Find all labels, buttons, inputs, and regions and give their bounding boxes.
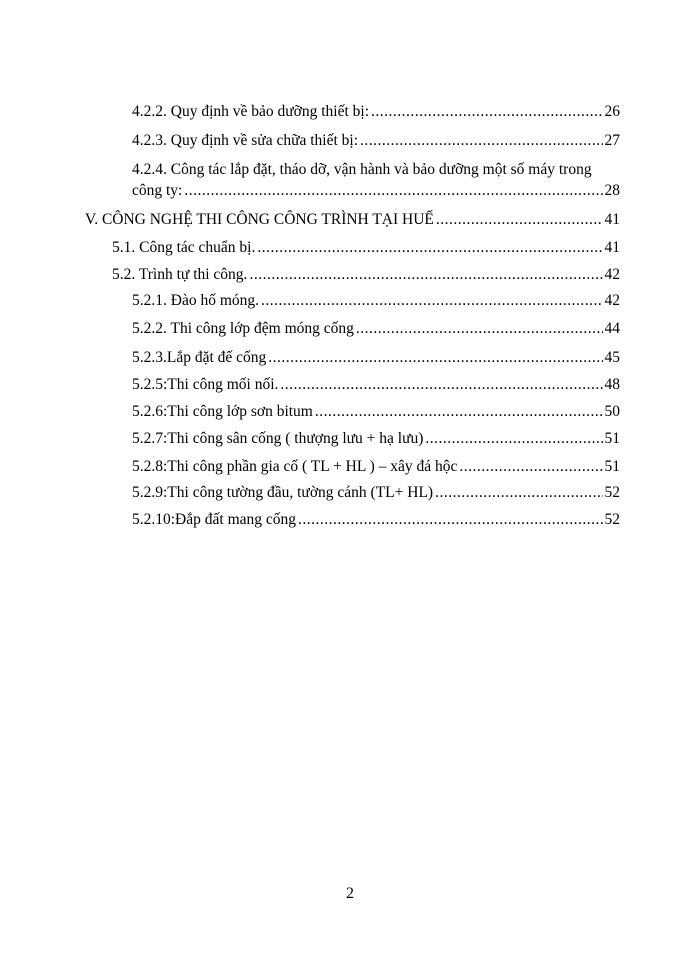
toc-leader-dots [315, 402, 603, 422]
toc-entry-page: 26 [604, 103, 620, 120]
toc-entry-title: 5.2.10:Đắp đất mang cống [132, 511, 297, 528]
toc-leader-dots [436, 210, 603, 230]
toc-entry-page: 52 [604, 484, 620, 501]
toc-leader-dots [356, 319, 603, 339]
toc-entry-title: 5.2.8:Thi công phần gia cố ( TL + HL ) – xây đá hộc [132, 458, 458, 475]
toc-entry-page: 52 [604, 511, 620, 528]
toc-entry-5-2-8[interactable] [132, 457, 620, 477]
toc-entry-page: 41 [604, 211, 620, 228]
toc-entry-title: 4.2.3. Quy định về sửa chữa thiết bị: [132, 132, 359, 149]
toc-entry-title: 5.2.3.Lắp đặt đế cống [132, 349, 267, 366]
toc-leader-dots [459, 457, 602, 477]
toc-leader-dots [268, 348, 602, 368]
toc-leader-dots [257, 238, 602, 258]
toc-leader-dots [298, 510, 602, 530]
toc-entry-5-2-2[interactable] [132, 319, 620, 339]
toc-entry-5-2-6[interactable] [132, 402, 620, 422]
toc-entry-page: 50 [604, 403, 620, 420]
toc-entry-title: 5.2.2. Thi công lớp đệm móng cống [132, 320, 354, 337]
toc-entry-page: 51 [604, 430, 620, 447]
toc-entry-page: 41 [604, 239, 620, 256]
toc-entry-4-2-2[interactable] [132, 102, 620, 122]
toc-entry-page: 28 [604, 182, 620, 199]
toc-entry-title: 5.2.9:Thi công tường đầu, tường cánh (TL+ HL) [132, 484, 434, 501]
toc-entry-4-2-3[interactable] [132, 131, 620, 151]
toc-entry-4-2-4-line1[interactable]: 4.2.4. Công tác lắp đặt, tháo dỡ, vận hành và bảo dưỡng một số máy trong [132, 161, 592, 178]
toc-entry-title: 5.2. Trình tự thi công. [112, 266, 248, 283]
toc-entry-5-2[interactable] [112, 265, 620, 285]
toc-leader-dots [249, 265, 602, 285]
page-number: 2 [346, 885, 354, 902]
toc-entry-5-2-10[interactable] [132, 510, 620, 530]
toc-entry-title: 4.2.2. Quy định về bảo dưỡng thiết bị: [132, 103, 370, 120]
toc-entry-page: 45 [604, 349, 620, 366]
toc-entry-title: V. CÔNG NGHỆ THI CÔNG CÔNG TRÌNH TẠI HUẾ [85, 211, 434, 228]
toc-entry-title: 5.2.7:Thi công sân cống ( thượng lưu + hạ lưu) [132, 430, 424, 447]
toc-leader-dots [435, 483, 602, 503]
toc-entry-page: 48 [604, 376, 620, 393]
toc-leader-dots [371, 102, 602, 122]
toc-entry-page: 42 [604, 266, 620, 283]
toc-leader-dots [360, 131, 602, 151]
toc-leader-dots [184, 181, 602, 201]
toc-entry-4-2-4[interactable] [132, 181, 620, 201]
toc-entry-title: 5.2.6:Thi công lớp sơn bitum [132, 403, 313, 420]
toc-leader-dots [280, 375, 602, 395]
toc-entry-title: công ty: [132, 182, 183, 199]
toc-entry-title: 5.1. Công tác chuẩn bị. [112, 239, 256, 256]
toc-leader-dots [425, 429, 602, 449]
toc-entry-page: 51 [604, 458, 620, 475]
toc-entry-page: 42 [604, 292, 620, 309]
toc-entry-5-2-9[interactable] [132, 483, 620, 503]
toc-entry-5-2-3[interactable] [132, 348, 620, 368]
toc-entry-title: 5.2.5:Thi công mối nối. [132, 376, 279, 393]
toc-entry-5-2-1[interactable] [132, 291, 620, 311]
toc-entry-page: 44 [604, 320, 620, 337]
toc-entry-title: 5.2.1. Đào hố móng. [132, 292, 260, 309]
toc-entry-5-2-7[interactable] [132, 429, 620, 449]
toc-leader-dots [261, 291, 602, 311]
toc-entry-chapter-v[interactable] [85, 210, 620, 230]
toc-entry-5-2-5[interactable] [132, 375, 620, 395]
toc-entry-page: 27 [604, 132, 620, 149]
toc-entry-5-1[interactable] [112, 238, 620, 258]
